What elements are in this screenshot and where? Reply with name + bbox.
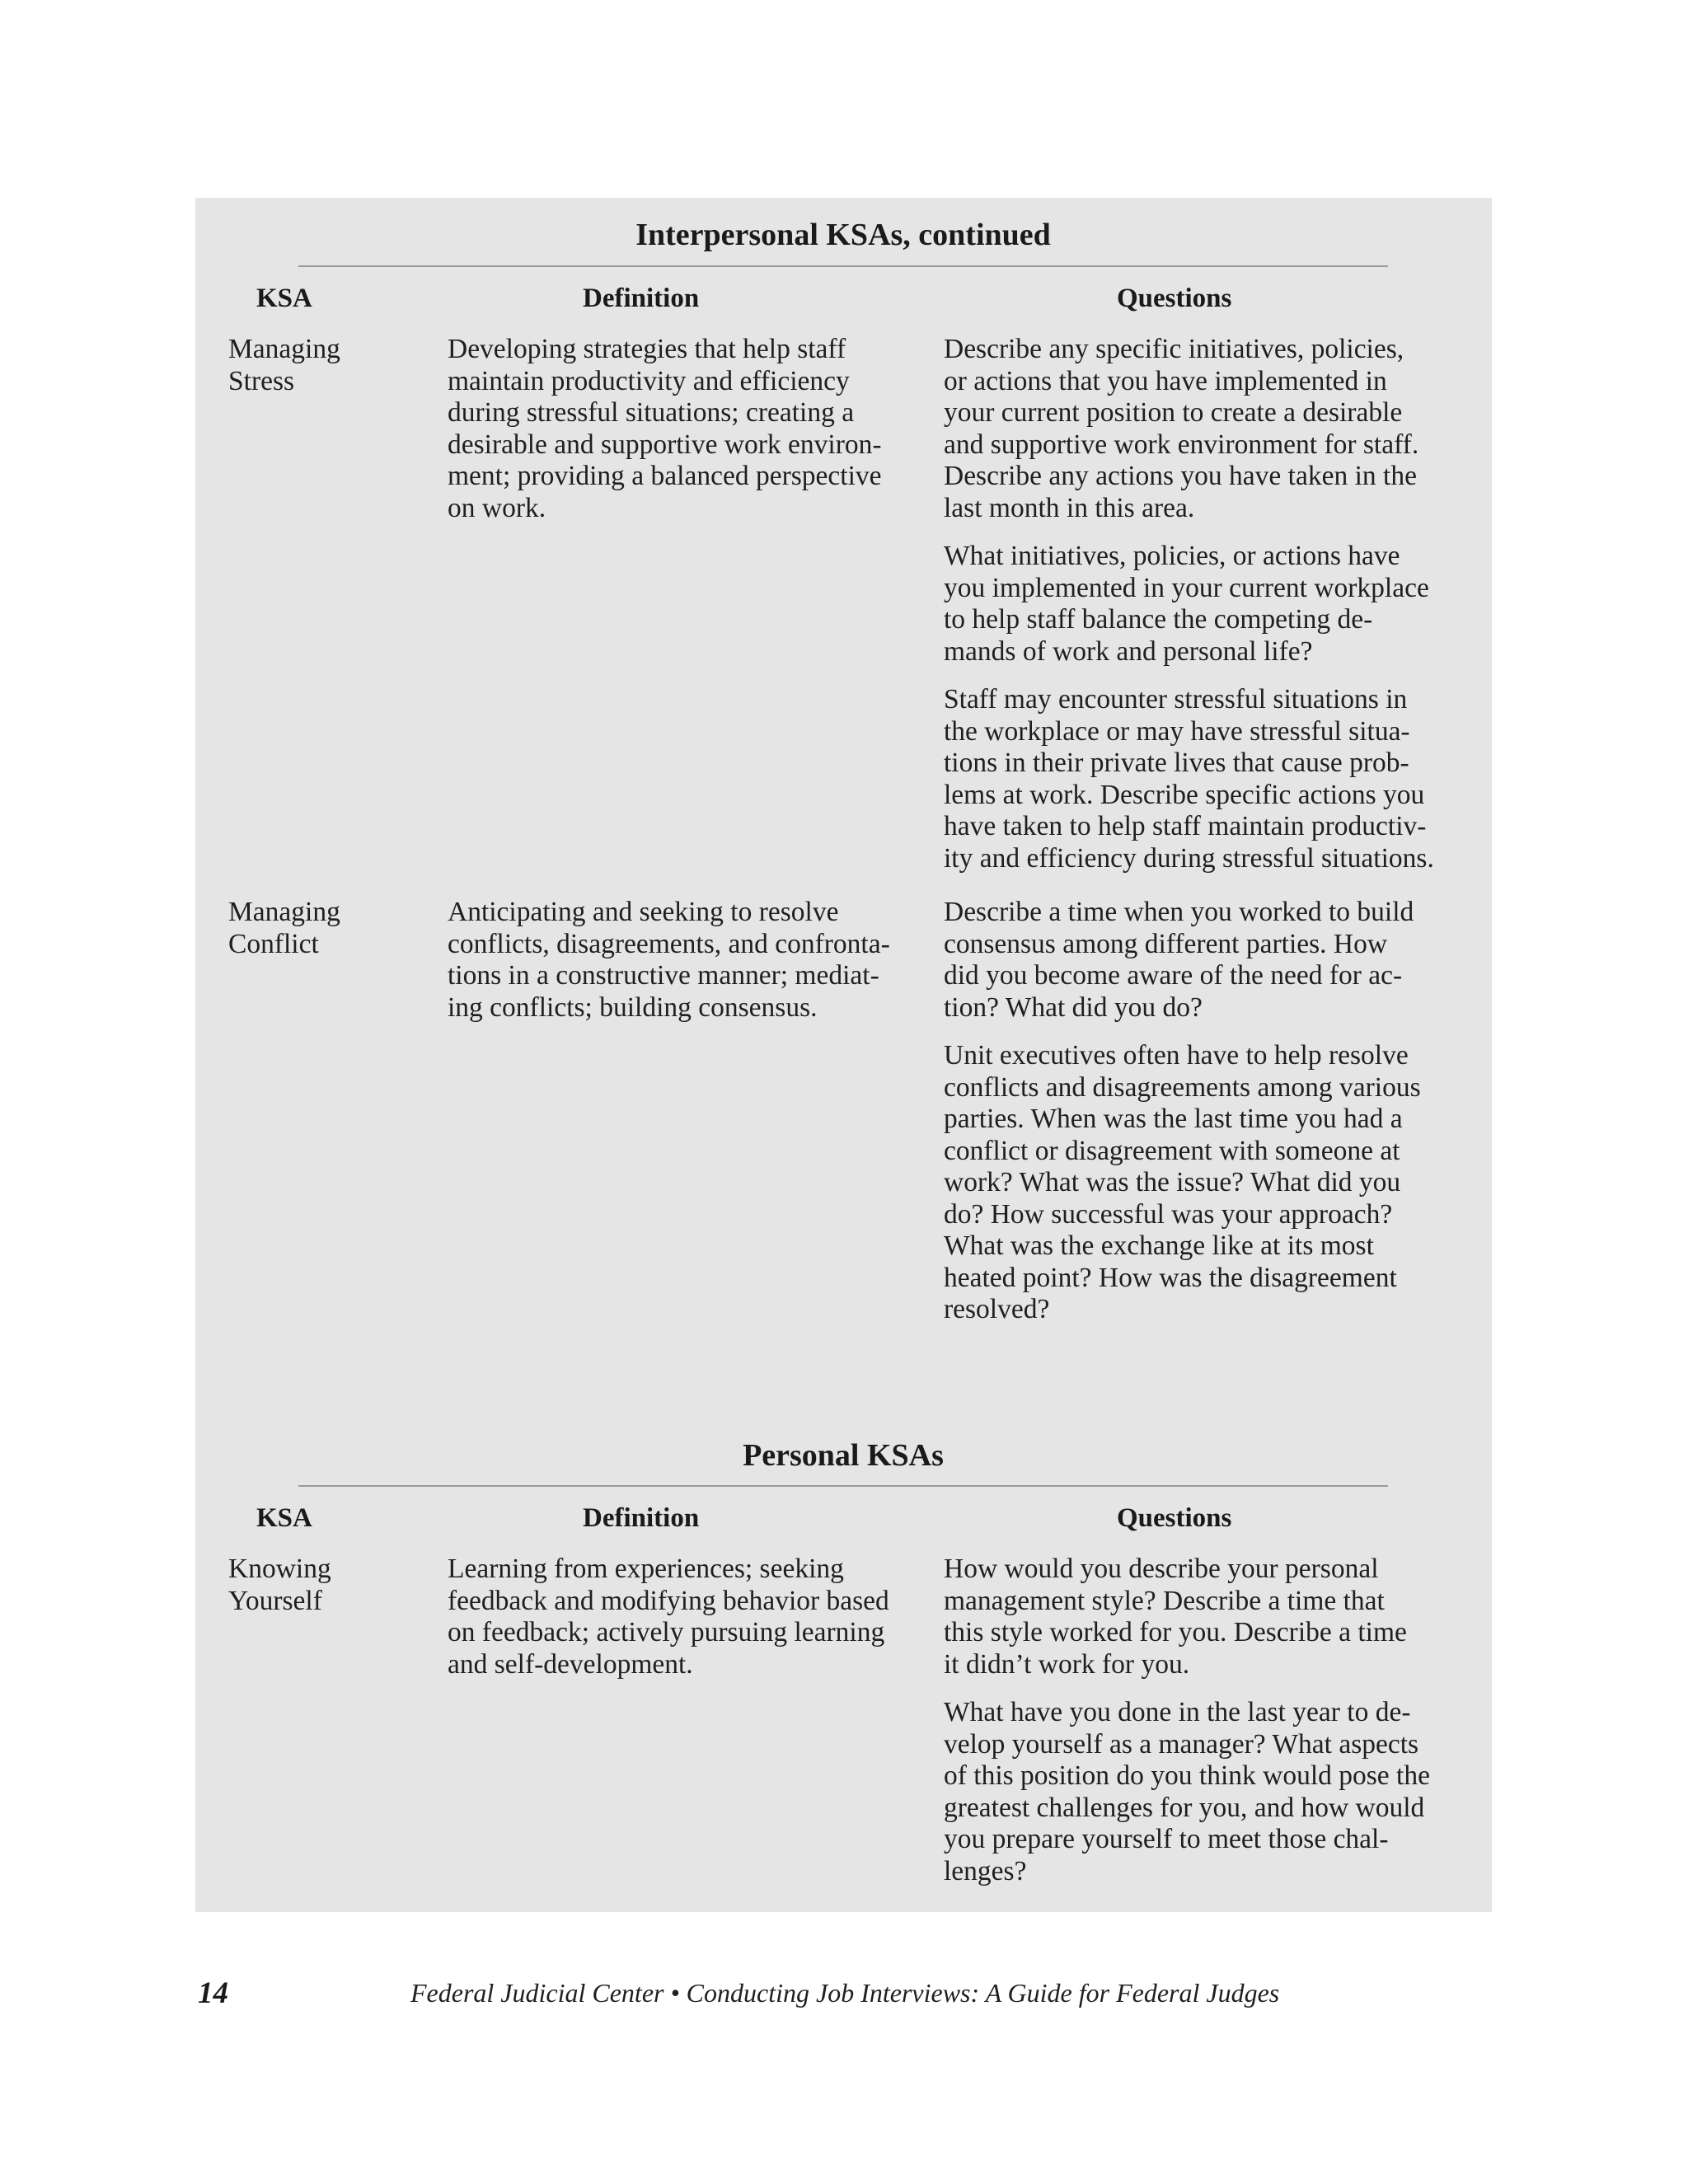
ksa-name-managing-conflict: Managing Conflict xyxy=(228,897,340,959)
section-divider xyxy=(298,1485,1388,1487)
section-divider xyxy=(298,265,1388,267)
section-title-personal: Personal KSAs xyxy=(743,1438,944,1473)
question-paragraph: Describe any specific initiatives, policies, or actions that you have implemented in your current position to create a desirable and supportive work environment for staff. Describe any actions you have taken in the last month in this area. xyxy=(944,334,1419,523)
definition-managing-stress: Developing strategies that help staff maintain productivity and efficiency during stressful situations; creating a desirable and supportive work environ- ment; providing a balanced perspective on work. xyxy=(448,334,882,523)
question-paragraph: How would you describe your personal management style? Describe a time that this style worked for you. Describe a time it didn’t work for you. xyxy=(944,1554,1407,1680)
column-header-definition: Definition xyxy=(583,1503,700,1533)
section-title-interpersonal: Interpersonal KSAs, continued xyxy=(635,218,1051,252)
question-paragraph: What initiatives, policies, or actions have you implemented in your current workplace to help staff balance the competing de- mands of work and personal life? xyxy=(944,541,1429,667)
ksa-name-knowing-yourself: Knowing Yourself xyxy=(228,1554,331,1616)
question-paragraph: Unit executives often have to help resolve conflicts and disagreements among various parties. When was the last time you had a conflict or disagreement with someone at work? What was the issue? What did you do? How successful was your approach? What was the exchange like at its most heated point? How was the disagreement resolved? xyxy=(944,1040,1421,1324)
column-header-ksa: KSA xyxy=(256,1503,312,1533)
column-header-definition: Definition xyxy=(583,284,700,313)
running-footer: Federal Judicial Center • Conducting Job Interviews: A Guide for Federal Judges xyxy=(410,1978,1280,2008)
question-paragraph: Staff may encounter stressful situations in the workplace or may have stressful situa- tions in their private lives that cause prob- lems at work. Describe specific actions you have taken to help staff maintain productiv- ity and efficiency during stressful situations. xyxy=(944,684,1434,874)
ksa-table-panel xyxy=(195,198,1492,1912)
column-header-ksa: KSA xyxy=(256,284,312,313)
column-header-questions: Questions xyxy=(1117,284,1232,313)
question-paragraph: What have you done in the last year to de- velop yourself as a manager? What aspects of this position do you think would pose the greatest challenges for you, and how would you prepare yourself to meet those chal- lenges? xyxy=(944,1697,1430,1886)
question-paragraph: Describe a time when you worked to build consensus among different parties. How did you become aware of the need for ac- tion? What did you do? xyxy=(944,897,1414,1023)
definition-managing-conflict: Anticipating and seeking to resolve conflicts, disagreements, and confronta- tions in a constructive manner; mediat- ing conflicts; building consensus. xyxy=(448,897,890,1023)
definition-knowing-yourself: Learning from experiences; seeking feedback and modifying behavior based on feedback; actively pursuing learning and self-development. xyxy=(448,1554,889,1680)
ksa-name-managing-stress: Managing Stress xyxy=(228,334,340,396)
page-number: 14 xyxy=(198,1976,228,2010)
column-header-questions: Questions xyxy=(1117,1503,1232,1533)
